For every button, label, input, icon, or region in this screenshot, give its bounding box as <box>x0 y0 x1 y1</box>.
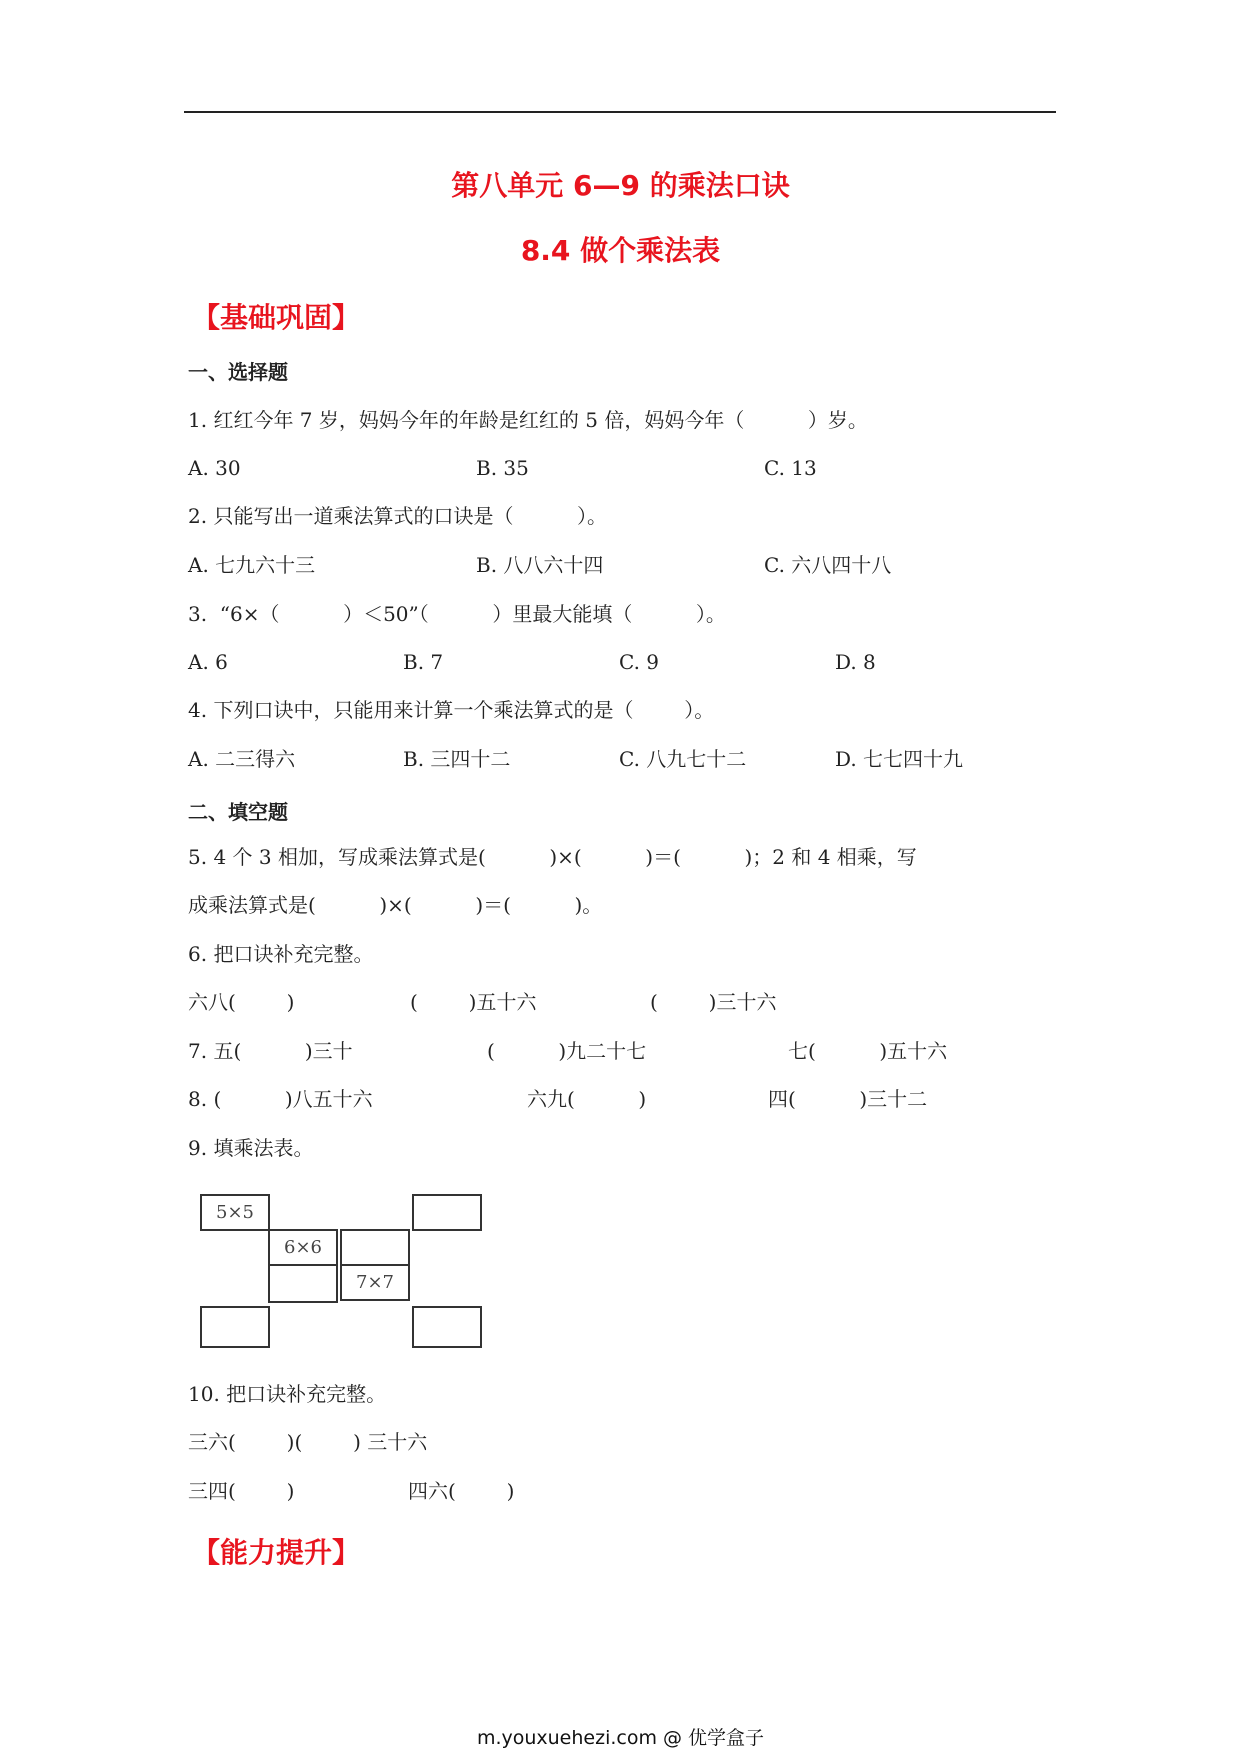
q10-row2-item-1: 三四( ) <box>188 1479 295 1503</box>
q3-option-a: A. 6 <box>188 650 228 674</box>
q3-option-c: C. 9 <box>619 650 660 674</box>
q4-option-c: C. 八九七十二 <box>619 747 747 771</box>
q8-item-3: 四( )三十二 <box>768 1087 928 1111</box>
q7-item-3: 七( )五十六 <box>788 1039 948 1063</box>
question-5-line-1: 5. 4 个 3 相加，写成乘法算式是( )×( )＝( )；2 和 4 相乘，写 <box>188 845 917 869</box>
q1-option-a: A. 30 <box>188 456 241 480</box>
q6-item-1: 六八( ) <box>188 990 295 1014</box>
part1-heading: 一、选择题 <box>188 360 288 384</box>
q4-option-d: D. 七七四十九 <box>835 747 964 771</box>
q7-item-1: 7. 五( )三十 <box>188 1039 353 1063</box>
question-1: 1. 红红今年 7 岁，妈妈今年的年龄是红红的 5 倍，妈妈今年（ ）岁。 <box>188 408 868 432</box>
question-2: 2. 只能写出一道乘法算式的口诀是（ ）。 <box>188 504 608 528</box>
table-cell-blank[interactable] <box>340 1229 410 1266</box>
section-basic: 【基础巩固】 <box>192 301 361 334</box>
q2-option-a: A. 七九六十三 <box>188 553 316 577</box>
part2-heading: 二、填空题 <box>188 800 288 824</box>
lesson-title: 8.4 做个乘法表 <box>520 234 721 267</box>
q8-item-1: 8. ( )八五十六 <box>188 1087 373 1111</box>
q10-row1-item: 三六( )( ) 三十六 <box>188 1430 428 1454</box>
question-6: 6. 把口诀补充完整。 <box>188 942 374 966</box>
q6-item-3: ( )三十六 <box>650 990 777 1014</box>
unit-title: 第八单元 6—9 的乘法口诀 <box>451 169 790 202</box>
table-divider <box>268 1194 270 1231</box>
table-cell-7x7: 7×7 <box>340 1264 410 1301</box>
q3-option-b: B. 7 <box>403 650 444 674</box>
header-rule <box>184 111 1056 113</box>
question-10: 10. 把口诀补充完整。 <box>188 1382 387 1406</box>
q2-option-b: B. 八八六十四 <box>476 553 604 577</box>
q1-option-b: B. 35 <box>476 456 529 480</box>
question-9: 9. 填乘法表。 <box>188 1136 314 1160</box>
q4-option-a: A. 二三得六 <box>188 747 296 771</box>
table-cell-blank[interactable] <box>200 1306 270 1348</box>
table-cell-blank[interactable] <box>268 1266 338 1303</box>
section-ability: 【能力提升】 <box>192 1536 361 1569</box>
q2-option-c: C. 六八四十八 <box>764 553 892 577</box>
multiplication-table <box>188 1184 488 1354</box>
footer-watermark: m.youxuehezi.com @ 优学盒子 <box>476 1727 765 1749</box>
q10-row2-item-2: 四六( ) <box>408 1479 515 1503</box>
q3-option-d: D. 8 <box>835 650 876 674</box>
q7-item-2: ( )九二十七 <box>487 1039 647 1063</box>
table-cell-5x5: 5×5 <box>200 1194 270 1231</box>
table-cell-blank[interactable] <box>412 1194 482 1231</box>
q1-option-c: C. 13 <box>764 456 817 480</box>
question-3: 3. “6×（ ）＜50”（ ）里最大能填（ ）。 <box>188 602 726 626</box>
q6-item-2: ( )五十六 <box>410 990 537 1014</box>
q4-option-b: B. 三四十二 <box>403 747 511 771</box>
table-cell-6x6: 6×6 <box>268 1229 338 1266</box>
question-4: 4. 下列口诀中，只能用来计算一个乘法算式的是（ ）。 <box>188 698 715 722</box>
question-5-line-2: 成乘法算式是( )×( )＝( )。 <box>188 893 603 917</box>
table-cell-blank[interactable] <box>412 1306 482 1348</box>
q8-item-2: 六九( ) <box>527 1087 647 1111</box>
